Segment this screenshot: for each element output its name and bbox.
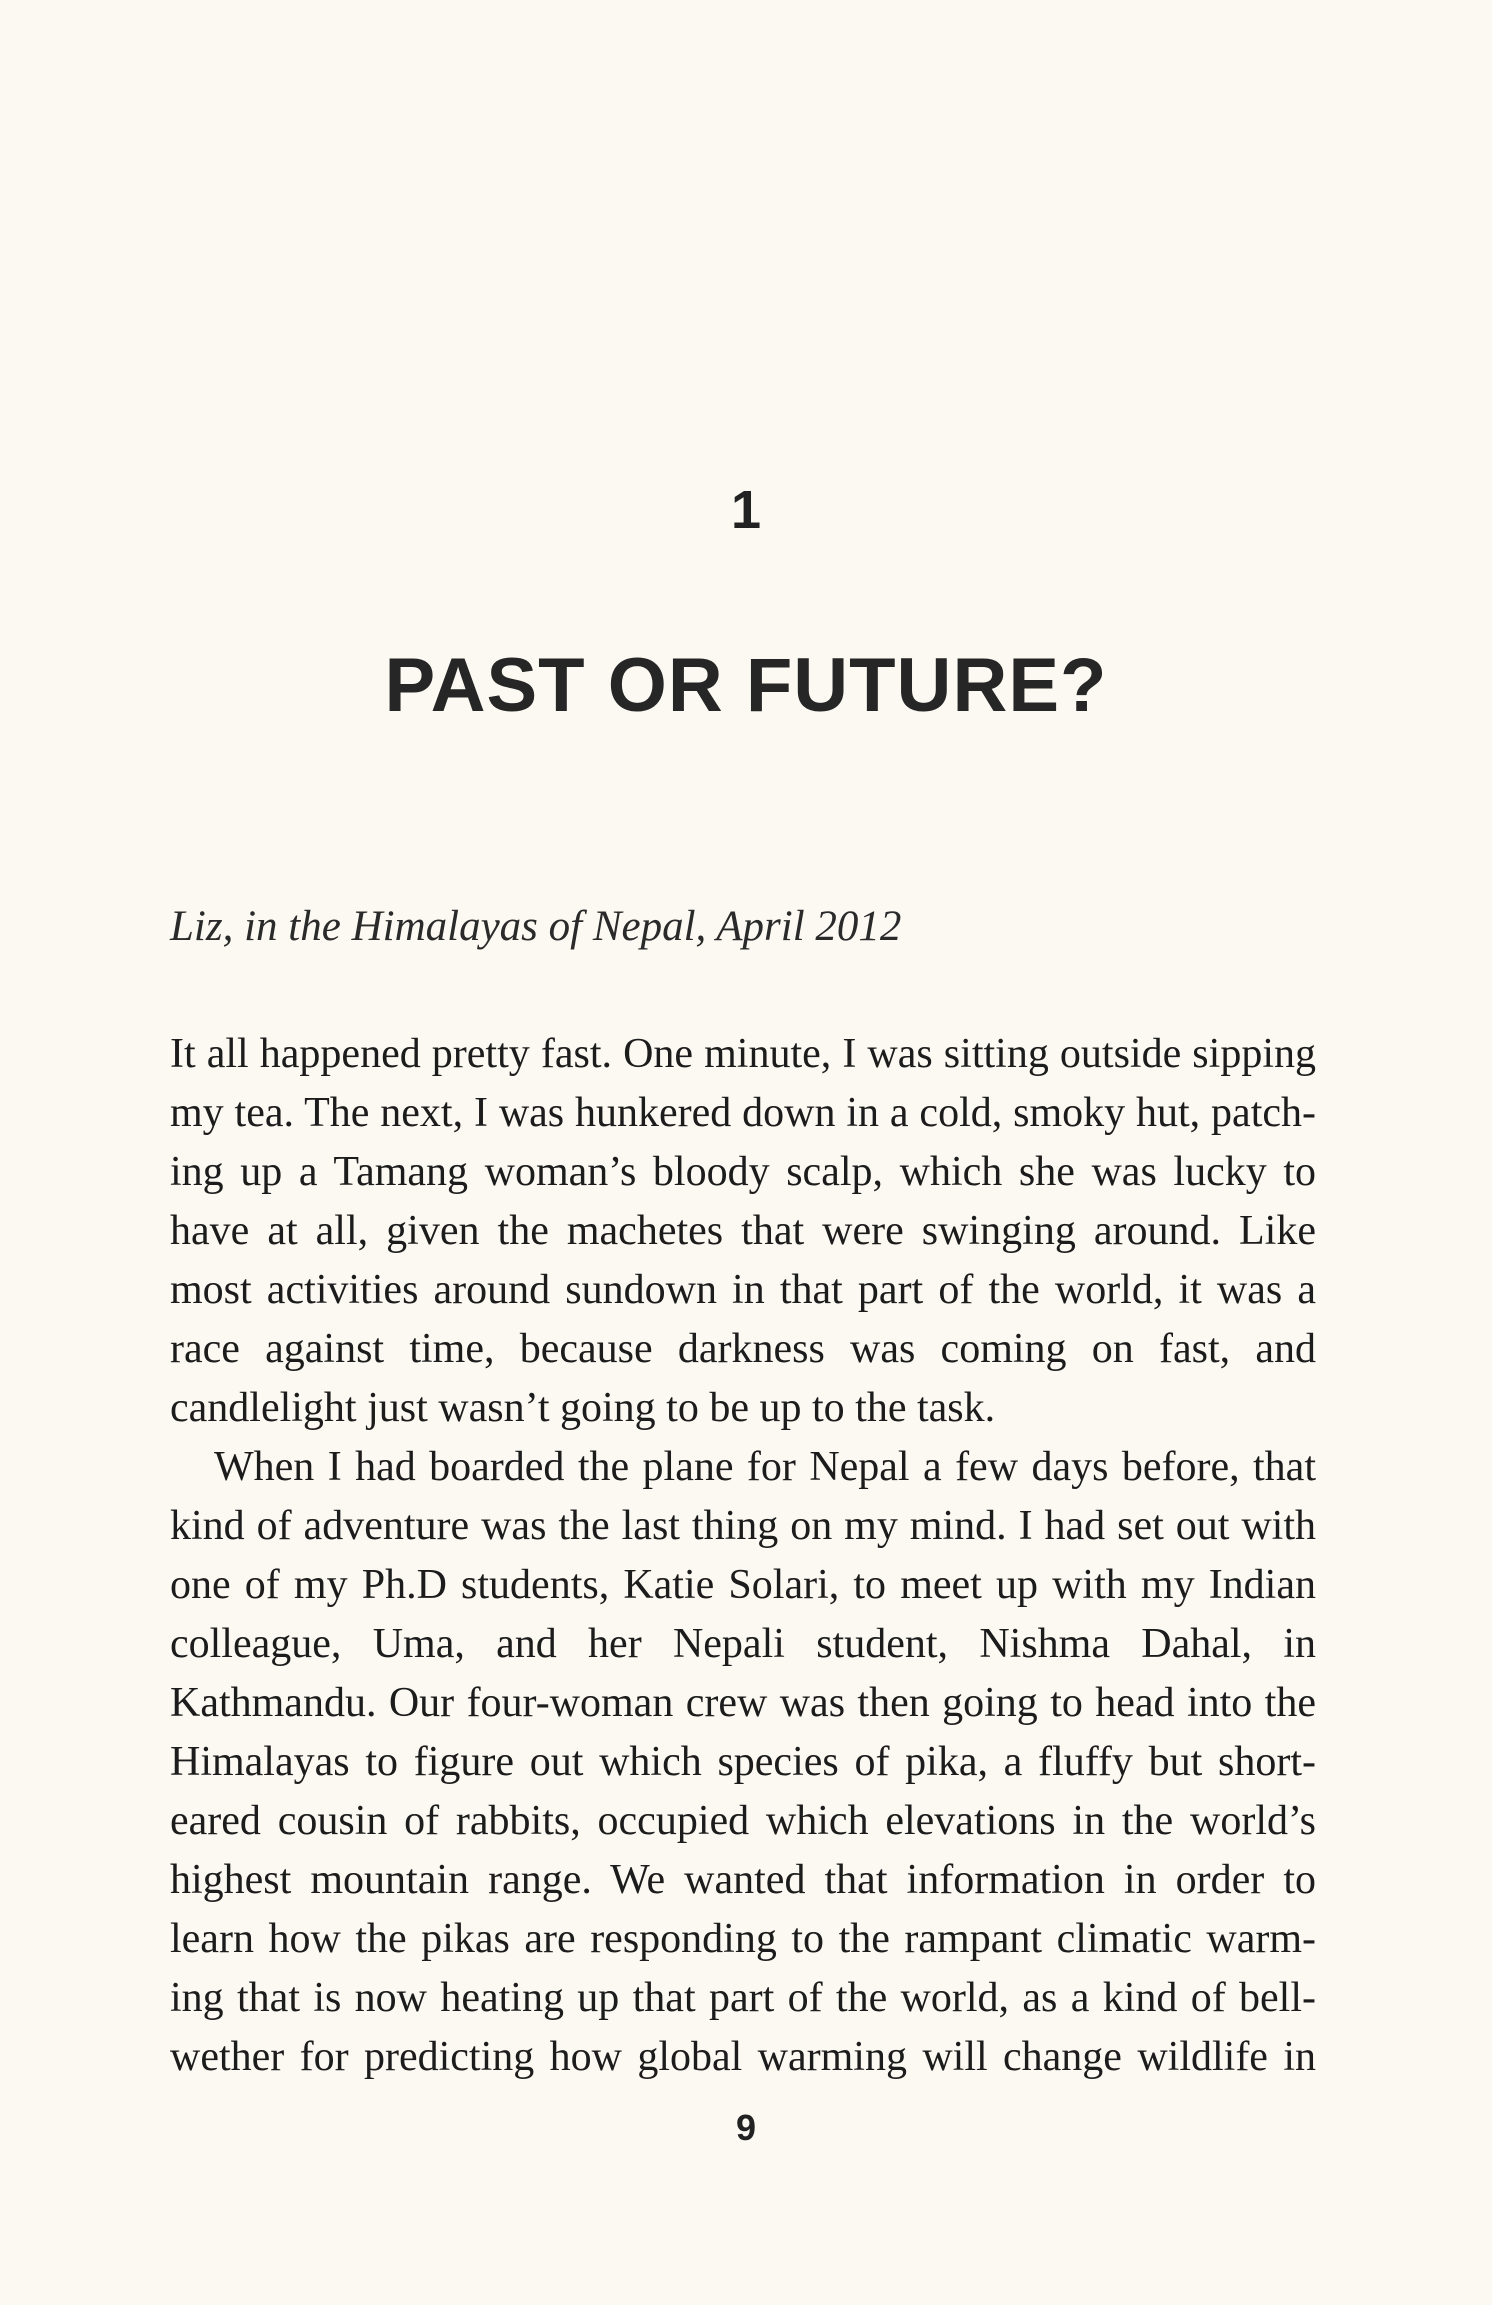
chapter-number: 1	[730, 480, 762, 540]
text-line: ing up a Tamang woman’s bloody scalp, which she was lucky to	[170, 1149, 1316, 1195]
text-line: colleague, Uma, and her Nepali student, Nishma Dahal, in	[170, 1621, 1316, 1667]
paragraph-1	[170, 1025, 1316, 1438]
text-line: ing that is now heating up that part of the world, as a kind of bell-	[170, 1975, 1316, 2021]
body-text	[170, 1025, 1316, 2087]
paragraph-2	[170, 1438, 1316, 2087]
text-line: Kathmandu. Our four-woman crew was then going to head into the	[170, 1680, 1316, 1726]
text-line: have at all, given the machetes that were swinging around. Like	[170, 1208, 1316, 1254]
text-line: learn how the pikas are responding to the rampant climatic warm-	[170, 1916, 1316, 1962]
chapter-epigraph: Liz, in the Himalayas of Nepal, April 2012	[170, 903, 902, 950]
text-line: race against time, because darkness was coming on fast, and	[170, 1326, 1316, 1372]
text-line: kind of adventure was the last thing on my mind. I had set out with	[170, 1503, 1316, 1549]
text-line: highest mountain range. We wanted that information in order to	[170, 1857, 1316, 1903]
text-line: When I had boarded the plane for Nepal a few days before, that	[214, 1444, 1316, 1490]
text-line: my tea. The next, I was hunkered down in a cold, smoky hut, patch-	[170, 1090, 1316, 1136]
text-line: It all happened pretty fast. One minute, I was sitting outside sipping	[170, 1031, 1316, 1077]
page-number: 9	[735, 2107, 757, 2148]
text-line: one of my Ph.D students, Katie Solari, to meet up with my Indian	[170, 1562, 1316, 1608]
text-line: candlelight just wasn’t going to be up to the task.	[170, 1385, 996, 1431]
chapter-title: PAST OR FUTURE?	[384, 643, 1108, 728]
text-line: Himalayas to figure out which species of pika, a fluffy but short-	[170, 1739, 1316, 1785]
text-line: wether for predicting how global warming will change wildlife in	[170, 2034, 1316, 2080]
text-line: eared cousin of rabbits, occupied which elevations in the world’s	[170, 1798, 1316, 1844]
text-line: most activities around sundown in that part of the world, it was a	[170, 1267, 1316, 1313]
